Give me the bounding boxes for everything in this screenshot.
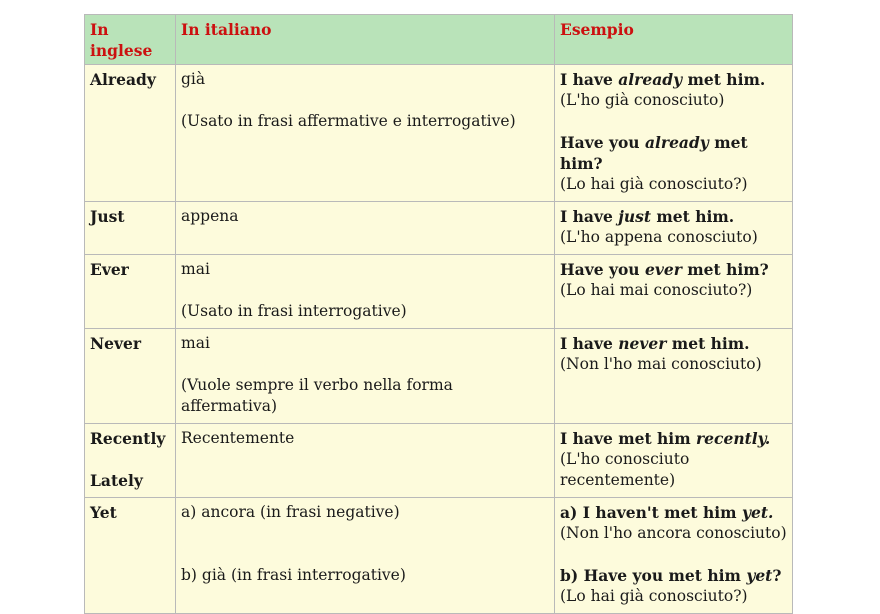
example-translation: (L'ho già conosciuto) bbox=[560, 91, 725, 109]
italian-translation: mai bbox=[181, 334, 210, 352]
italian-cell bbox=[176, 498, 555, 614]
example-cell bbox=[555, 329, 793, 424]
english-term: Yet bbox=[90, 503, 117, 522]
table-row bbox=[85, 255, 793, 329]
table-row bbox=[85, 202, 793, 255]
header-row bbox=[85, 15, 793, 65]
italian-cell bbox=[176, 255, 555, 329]
example-sentence: b) Have you met him yet? bbox=[560, 566, 782, 585]
example-translation: (Lo hai già conosciuto?) bbox=[560, 175, 748, 193]
italian-cell bbox=[176, 424, 555, 498]
english-term-cell bbox=[85, 498, 176, 614]
english-term-cell bbox=[85, 424, 176, 498]
example-translation: (Lo hai mai conosciuto?) bbox=[560, 281, 753, 299]
example-cell bbox=[555, 424, 793, 498]
example-sentence: I have already met him. bbox=[560, 70, 766, 89]
example-sentence: a) I haven't met him yet. bbox=[560, 503, 774, 522]
example-cell bbox=[555, 255, 793, 329]
example-cell bbox=[555, 498, 793, 614]
english-term: Just bbox=[90, 207, 125, 226]
table-row bbox=[85, 329, 793, 424]
header-english: In inglese bbox=[85, 15, 176, 65]
table-row bbox=[85, 498, 793, 614]
grammar-table bbox=[84, 14, 793, 614]
usage-note: (Usato in frasi affermative e interrogative) bbox=[181, 112, 516, 130]
table-row bbox=[85, 65, 793, 202]
italian-translation: appena bbox=[181, 207, 239, 225]
italian-translation: a) ancora (in frasi negative) bbox=[181, 503, 400, 521]
usage-note: (Usato in frasi interrogative) bbox=[181, 302, 407, 320]
header-italian: In italiano bbox=[176, 15, 555, 65]
example-translation: (L'ho appena conosciuto) bbox=[560, 228, 758, 246]
english-term: Never bbox=[90, 334, 142, 353]
example-cell bbox=[555, 202, 793, 255]
english-term-cell bbox=[85, 202, 176, 255]
example-translation: (Non l'ho mai conosciuto) bbox=[560, 355, 762, 373]
english-term: Ever bbox=[90, 260, 129, 279]
italian-translation: b) già (in frasi interrogative) bbox=[181, 566, 406, 584]
example-translation: (Lo hai già conosciuto?) bbox=[560, 587, 748, 605]
italian-cell bbox=[176, 329, 555, 424]
italian-cell bbox=[176, 202, 555, 255]
english-term-cell bbox=[85, 65, 176, 202]
example-translation: (L'ho conosciuto recentemente) bbox=[560, 450, 690, 489]
italian-translation: già bbox=[181, 70, 206, 88]
example-translation: (Non l'ho ancora conosciuto) bbox=[560, 524, 787, 542]
english-term: Lately bbox=[90, 471, 143, 490]
english-term-cell bbox=[85, 329, 176, 424]
example-sentence: I have never met him. bbox=[560, 334, 750, 353]
english-term-cell bbox=[85, 255, 176, 329]
italian-cell bbox=[176, 65, 555, 202]
example-cell bbox=[555, 65, 793, 202]
english-term: Already bbox=[90, 70, 156, 89]
table-row bbox=[85, 424, 793, 498]
italian-translation: Recentemente bbox=[181, 429, 295, 447]
italian-translation: mai bbox=[181, 260, 210, 278]
example-sentence: I have just met him. bbox=[560, 207, 735, 226]
header-example: Esempio bbox=[555, 15, 793, 65]
english-term: Recently bbox=[90, 429, 166, 448]
usage-note: (Vuole sempre il verbo nella forma affermativa) bbox=[181, 376, 453, 415]
example-sentence: Have you ever met him? bbox=[560, 260, 769, 279]
example-sentence: Have you already met him? bbox=[560, 133, 748, 173]
example-sentence: I have met him recently. bbox=[560, 429, 771, 448]
